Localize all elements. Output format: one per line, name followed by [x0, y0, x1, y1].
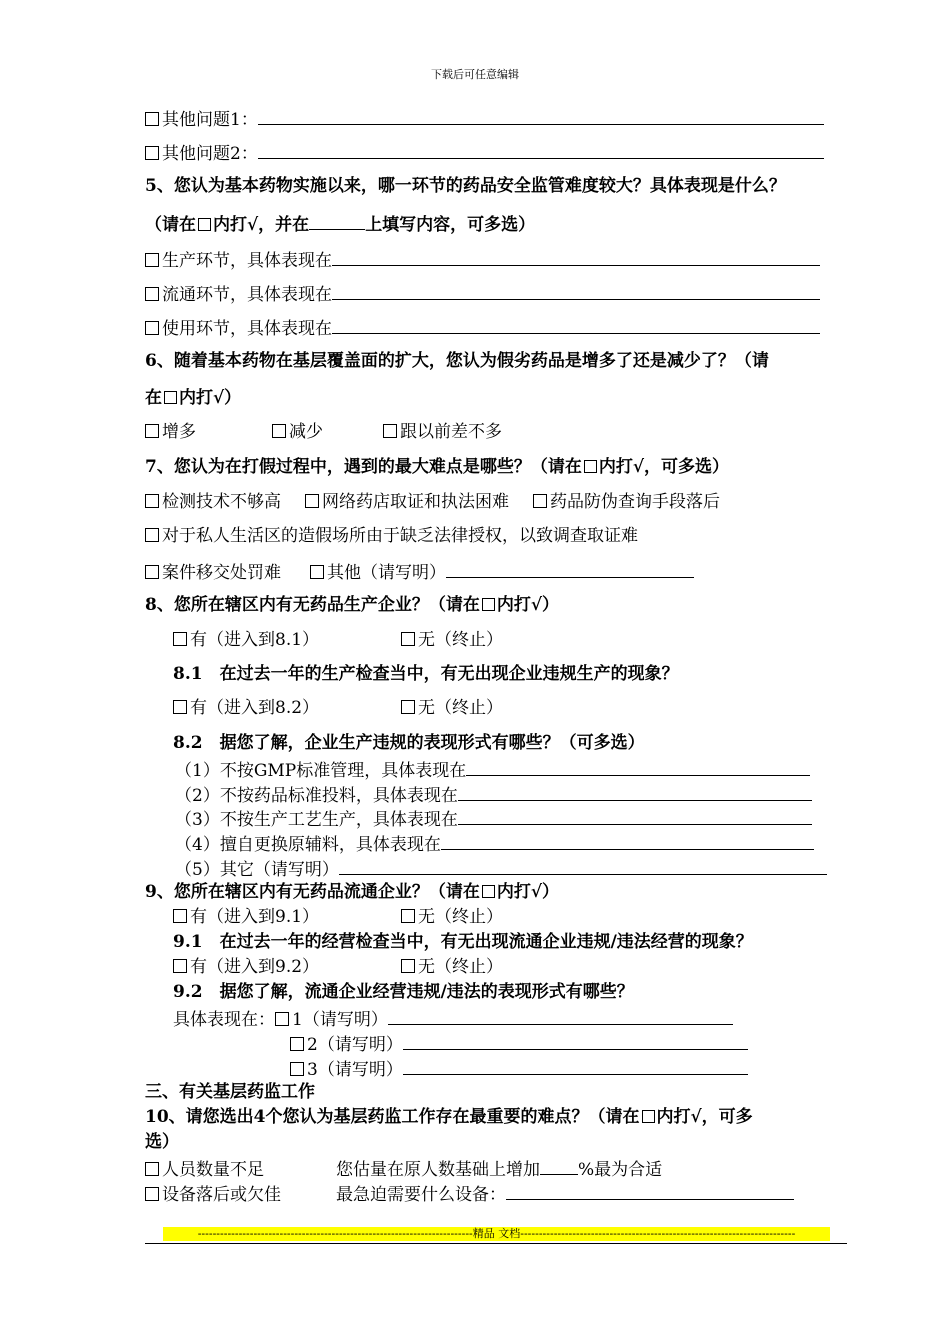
- checkbox[interactable]: [305, 494, 319, 508]
- q8-2-item-3: （3）不按生产工艺生产，具体表现在: [175, 806, 812, 831]
- checkbox[interactable]: [173, 959, 187, 973]
- checkbox[interactable]: [173, 909, 187, 923]
- checkbox[interactable]: [290, 1062, 304, 1076]
- q5-option-usage: 使用环节，具体表现在: [145, 315, 820, 340]
- answer-line[interactable]: [258, 106, 824, 125]
- checkbox-glyph: [584, 460, 597, 473]
- checkbox[interactable]: [145, 565, 159, 579]
- checkbox-glyph: [164, 391, 177, 404]
- answer-line[interactable]: [458, 806, 812, 825]
- checkbox[interactable]: [145, 253, 159, 267]
- q9-title: 9、您所在辖区内有无药品流通企业？（请在 内打√）: [145, 882, 560, 902]
- checkbox-glyph: [642, 1110, 655, 1123]
- answer-line[interactable]: [506, 1181, 794, 1200]
- checkbox[interactable]: [145, 1162, 159, 1176]
- q10-title: 10、请您选出4个您认为基层药监工作存在最重要的难点？（请在 内打√，可多: [145, 1107, 753, 1127]
- checkbox[interactable]: [533, 494, 547, 508]
- answer-line[interactable]: [540, 1156, 578, 1175]
- checkbox-glyph: [198, 218, 211, 231]
- answer-line[interactable]: [332, 247, 820, 266]
- footer-banner: --------------------------------------------------------------------------精品 文档--------------------------------------------------------------------------: [163, 1227, 830, 1241]
- other-question-2: 其他问题2：: [145, 140, 824, 165]
- q10-option-staff: 人员数量不足 您估量在原人数基础上增加 %最为合适: [145, 1156, 662, 1181]
- answer-line[interactable]: [332, 315, 820, 334]
- checkbox[interactable]: [290, 1037, 304, 1051]
- q8-title: 8、您所在辖区内有无药品生产企业？（请在 内打√）: [145, 595, 560, 615]
- checkbox[interactable]: [145, 1187, 159, 1201]
- footer-rule: [145, 1243, 847, 1244]
- checkbox[interactable]: [272, 424, 286, 438]
- q7-title: 7、您认为在打假过程中，遇到的最大难点是哪些？（请在 内打√，可多选）: [145, 457, 730, 477]
- answer-line[interactable]: [466, 757, 810, 776]
- checkbox[interactable]: [145, 112, 159, 126]
- q8-2-item-1: （1）不按GMP标准管理，具体表现在: [175, 757, 810, 782]
- q8-1-options: 有（进入到8.2） 无（终止）: [173, 697, 503, 719]
- checkbox[interactable]: [145, 146, 159, 160]
- q7-options-row1: 检测技术不够高 网络药店取证和执法困难 药品防伪查询手段落后: [145, 491, 720, 513]
- answer-line[interactable]: [403, 1056, 748, 1075]
- q10-title-line2: 选）: [145, 1132, 179, 1152]
- q9-2-title: 9.2 据您了解，流通企业经营违规/违法的表现形式有哪些？: [173, 982, 634, 1002]
- q8-2-item-2: （2）不按药品标准投料，具体表现在: [175, 782, 812, 807]
- checkbox[interactable]: [145, 528, 159, 542]
- answer-line[interactable]: [403, 1031, 748, 1050]
- section-3-heading: 三、有关基层药监工作: [145, 1082, 315, 1102]
- q9-2-item-3: 3（请写明）: [290, 1056, 748, 1081]
- answer-line[interactable]: [388, 1006, 733, 1025]
- checkbox[interactable]: [275, 1012, 289, 1026]
- answer-line[interactable]: [441, 831, 814, 850]
- q5-option-circulation: 流通环节，具体表现在: [145, 281, 820, 306]
- other-question-1: 其他问题1：: [145, 106, 824, 131]
- q10-option-equipment: 设备落后或欠佳 最急迫需要什么设备：: [145, 1181, 794, 1206]
- checkbox[interactable]: [145, 287, 159, 301]
- checkbox[interactable]: [145, 424, 159, 438]
- q5-option-production: 生产环节，具体表现在: [145, 247, 820, 272]
- answer-line[interactable]: [258, 140, 824, 159]
- q8-2-item-5: （5）其它（请写明）: [175, 856, 827, 881]
- checkbox-glyph: [482, 598, 495, 611]
- checkbox[interactable]: [145, 321, 159, 335]
- q5-instruction: （请在 内打√，并在 上填写内容，可多选）: [145, 215, 536, 235]
- q6-options: 增多 减少 跟以前差不多: [145, 421, 502, 443]
- blank-glyph: [309, 213, 365, 230]
- checkbox[interactable]: [310, 565, 324, 579]
- q7-options-row3: 案件移交处罚难 其他（请写明）: [145, 559, 694, 584]
- checkbox[interactable]: [401, 909, 415, 923]
- page-header: 下载后可任意编辑: [431, 68, 519, 81]
- q7-options-row2: 对于私人生活区的造假场所由于缺乏法律授权，以致调查取证难: [145, 525, 638, 547]
- answer-line[interactable]: [458, 782, 812, 801]
- checkbox[interactable]: [173, 632, 187, 646]
- answer-line[interactable]: [339, 856, 827, 875]
- q8-1-title: 8.1 在过去一年的生产检查当中，有无出现企业违规生产的现象？: [173, 664, 679, 684]
- q5-title: 5、您认为基本药物实施以来，哪一环节的药品安全监管难度较大？具体表现是什么？: [145, 176, 786, 196]
- answer-line[interactable]: [332, 281, 820, 300]
- q8-2-item-4: （4）擅自更换原辅料，具体表现在: [175, 831, 814, 856]
- checkbox-glyph: [482, 885, 495, 898]
- q8-options: 有（进入到8.1） 无（终止）: [173, 629, 503, 651]
- checkbox[interactable]: [401, 632, 415, 646]
- q6-title: 6、随着基本药物在基层覆盖面的扩大，您认为假劣药品是增多了还是减少了？（请: [145, 351, 769, 371]
- checkbox[interactable]: [173, 700, 187, 714]
- q8-2-title: 8.2 据您了解，企业生产违规的表现形式有哪些？（可多选）: [173, 733, 645, 753]
- q6-title-line2: 在 内打√）: [145, 388, 242, 408]
- checkbox[interactable]: [401, 959, 415, 973]
- answer-line[interactable]: [446, 559, 694, 578]
- checkbox[interactable]: [145, 494, 159, 508]
- q9-2-item-2: 2（请写明）: [290, 1031, 748, 1056]
- q9-1-title: 9.1 在过去一年的经营检查当中，有无出现流通企业违规/违法经营的现象？: [173, 932, 753, 952]
- checkbox[interactable]: [401, 700, 415, 714]
- q9-options: 有（进入到9.1） 无（终止）: [173, 906, 503, 928]
- q9-1-options: 有（进入到9.2） 无（终止）: [173, 956, 503, 978]
- q9-2-item-1: 具体表现在： 1（请写明）: [173, 1006, 733, 1031]
- checkbox[interactable]: [383, 424, 397, 438]
